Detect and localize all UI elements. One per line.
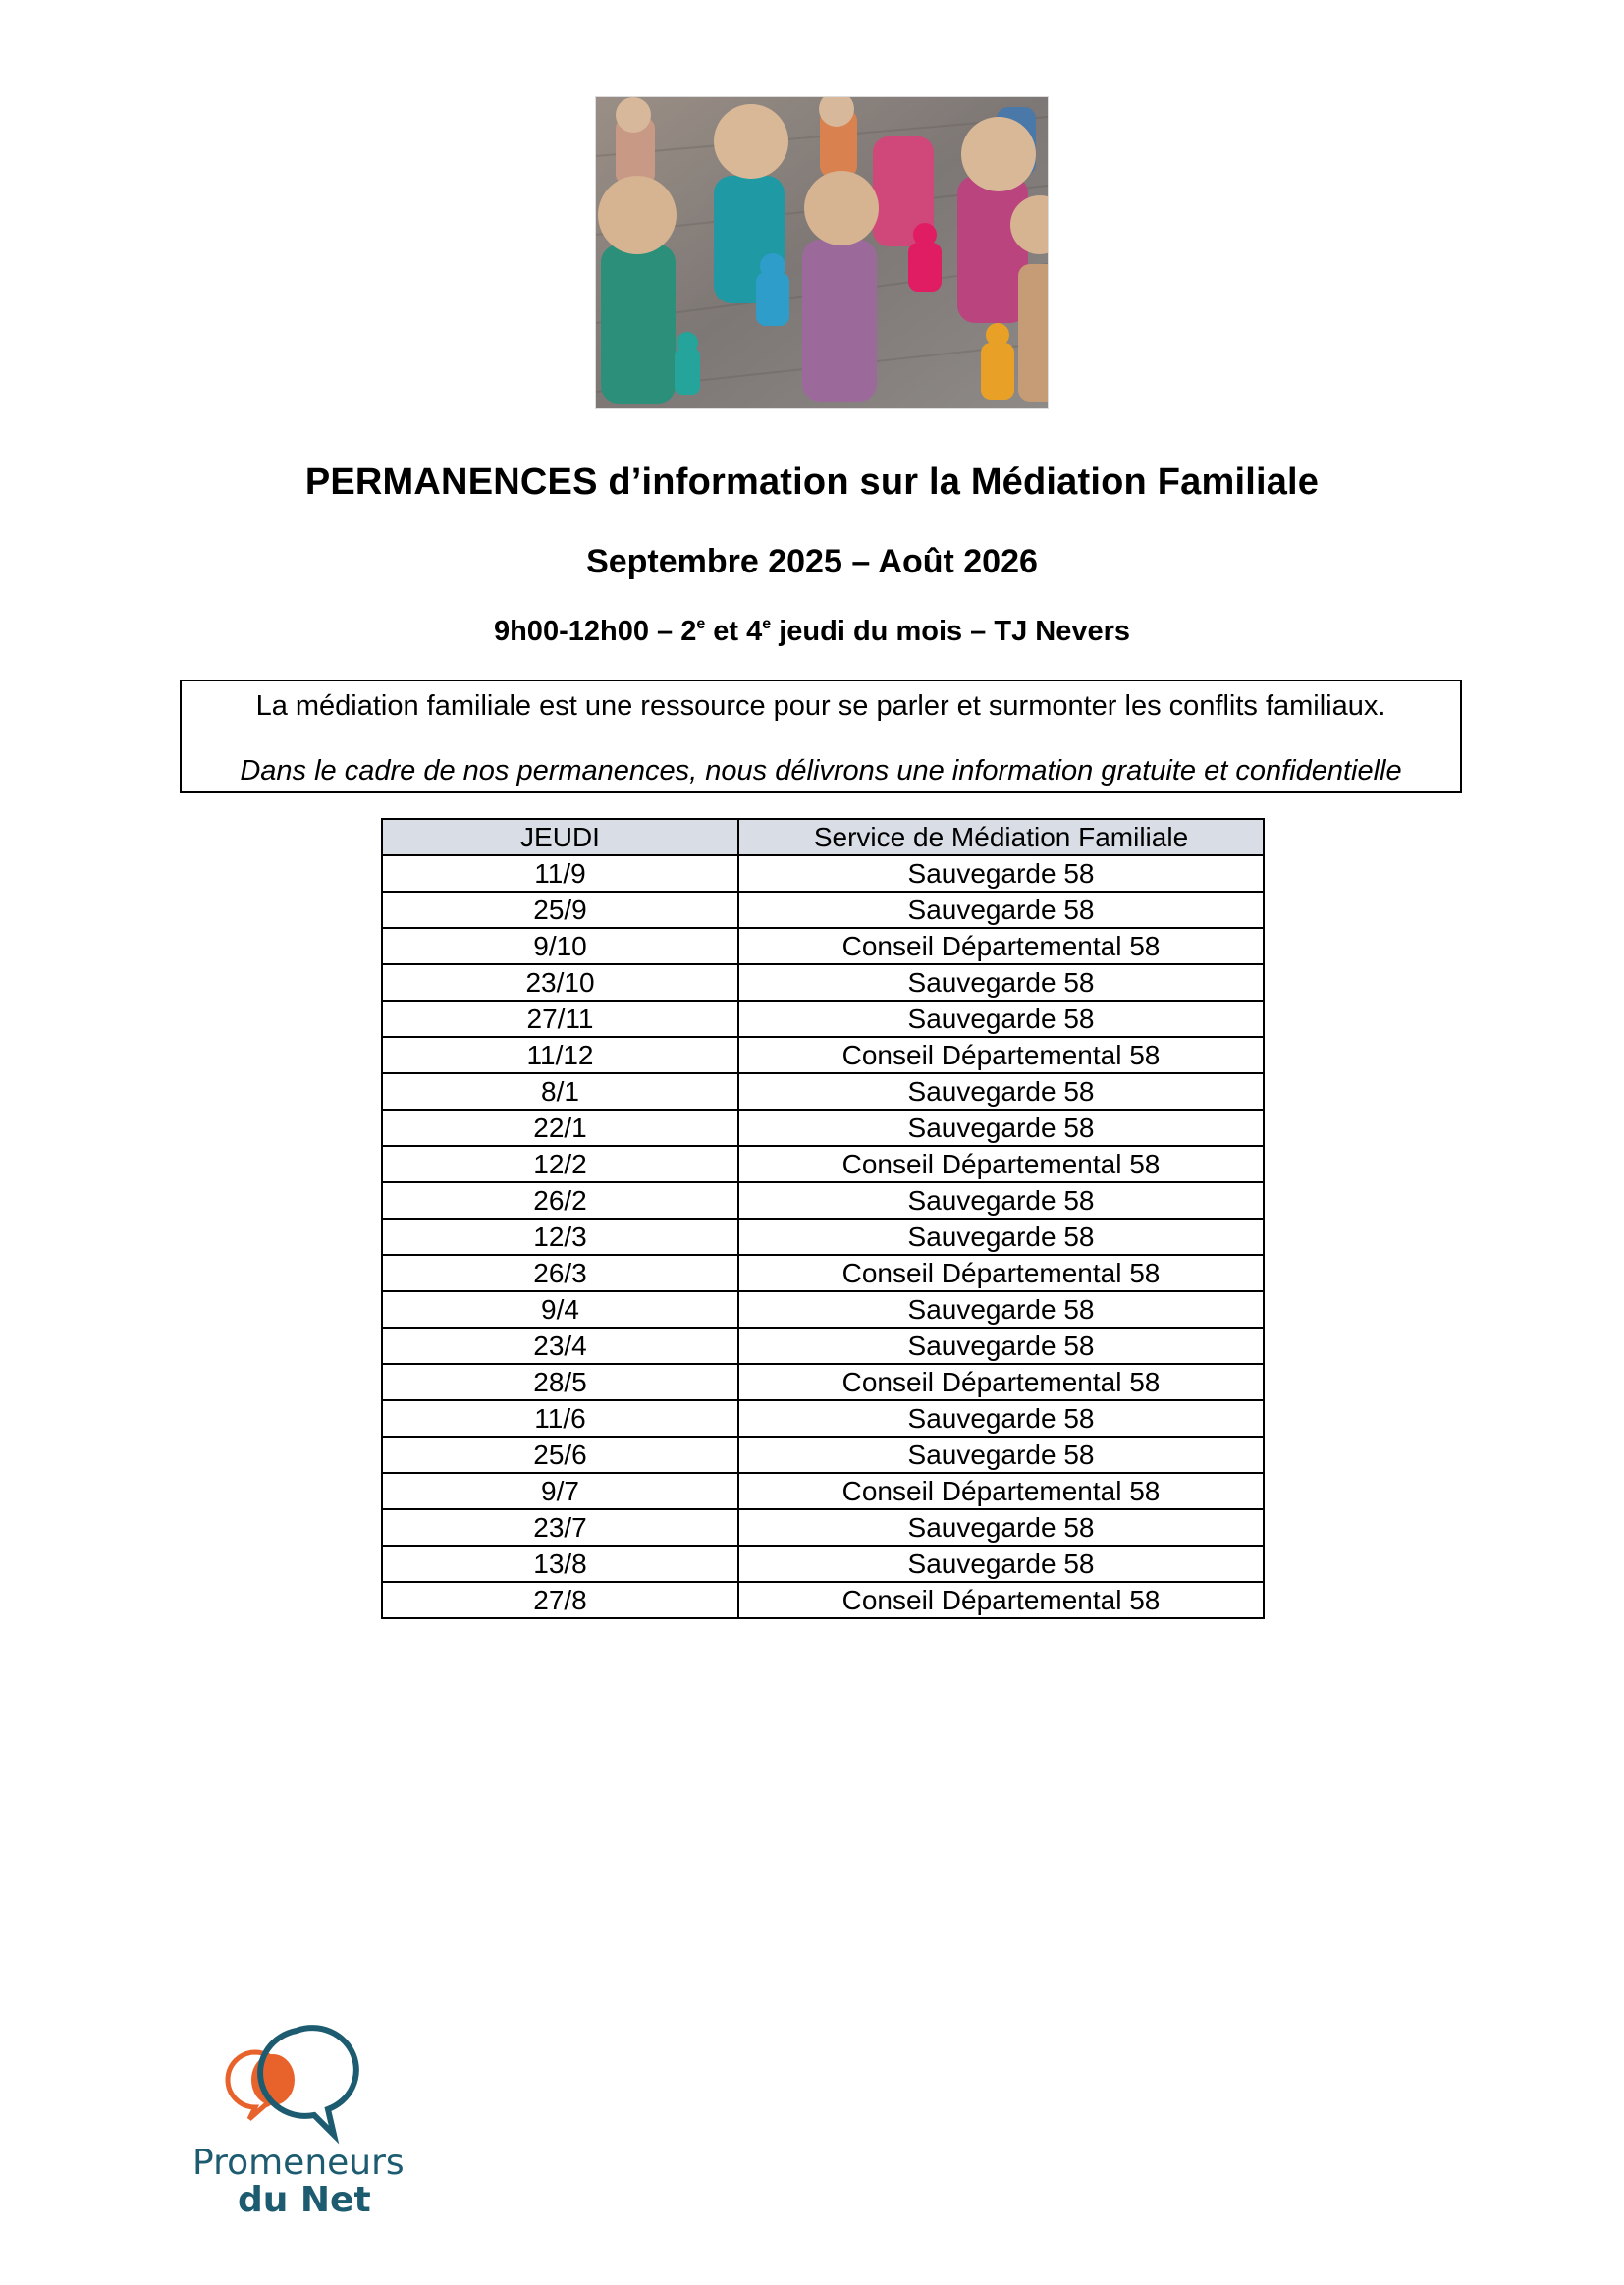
cell-service: Sauvegarde 58 [738, 1001, 1264, 1037]
table-row [382, 1437, 1264, 1473]
cell-service: Sauvegarde 58 [738, 1546, 1264, 1582]
table-row [382, 1219, 1264, 1255]
cell-date: 11/12 [382, 1037, 738, 1073]
cell-date: 9/10 [382, 928, 738, 964]
table-row [382, 1473, 1264, 1509]
cell-service: Conseil Départemental 58 [738, 1582, 1264, 1618]
cell-date: 23/4 [382, 1328, 738, 1364]
cell-service: Conseil Départemental 58 [738, 1037, 1264, 1073]
table-row [382, 1037, 1264, 1073]
cell-date: 13/8 [382, 1546, 738, 1582]
cell-date: 9/4 [382, 1291, 738, 1328]
table-row [382, 1582, 1264, 1618]
cell-service: Sauvegarde 58 [738, 855, 1264, 892]
info-box [180, 680, 1462, 793]
logo-text-du-net: du Net [238, 2180, 371, 2220]
cell-date: 25/9 [382, 892, 738, 928]
cell-service: Conseil Départemental 58 [738, 1364, 1264, 1400]
table-row [382, 928, 1264, 964]
cell-date: 28/5 [382, 1364, 738, 1400]
schedule-line: 9h00-12h00 – 2e et 4e jeudi du mois – TJ Nevers [493, 616, 1131, 647]
header-photo-wooden-figures [595, 96, 1049, 409]
table-row [382, 892, 1264, 928]
table-body [382, 855, 1264, 1618]
cell-service: Conseil Départemental 58 [738, 1146, 1264, 1182]
table-row [382, 1001, 1264, 1037]
table-row [382, 1328, 1264, 1364]
column-header-service: Service de Médiation Familiale [738, 819, 1264, 855]
cell-date: 23/7 [382, 1509, 738, 1546]
cell-service: Sauvegarde 58 [738, 892, 1264, 928]
cell-service: Sauvegarde 58 [738, 1219, 1264, 1255]
table-row [382, 855, 1264, 892]
cell-date: 12/3 [382, 1219, 738, 1255]
cell-date: 11/6 [382, 1400, 738, 1437]
cell-date: 22/1 [382, 1110, 738, 1146]
cell-date: 11/9 [382, 855, 738, 892]
cell-date: 12/2 [382, 1146, 738, 1182]
promeneurs-du-net-logo [187, 2025, 422, 2221]
table-header-row [382, 819, 1264, 855]
table-row [382, 1182, 1264, 1219]
cell-service: Sauvegarde 58 [738, 1291, 1264, 1328]
cell-date: 8/1 [382, 1073, 738, 1110]
permanences-table [381, 818, 1265, 1619]
cell-service: Conseil Départemental 58 [738, 1473, 1264, 1509]
table-row [382, 1509, 1264, 1546]
column-header-jeudi: JEUDI [382, 819, 738, 855]
info-line-2: Dans le cadre de nos permanences, nous délivrons une information gratuite et confidentielle [240, 755, 1402, 787]
table-row [382, 1546, 1264, 1582]
cell-service: Sauvegarde 58 [738, 1509, 1264, 1546]
table-row [382, 1255, 1264, 1291]
table-row [382, 964, 1264, 1001]
cell-service: Sauvegarde 58 [738, 1437, 1264, 1473]
cell-date: 26/2 [382, 1182, 738, 1219]
cell-service: Conseil Départemental 58 [738, 928, 1264, 964]
page-title: PERMANENCES d’information sur la Médiation Familiale [304, 462, 1320, 503]
period-subtitle: Septembre 2025 – Août 2026 [586, 543, 1038, 580]
speech-bubbles-icon [216, 2025, 363, 2148]
cell-date: 23/10 [382, 964, 738, 1001]
cell-date: 9/7 [382, 1473, 738, 1509]
cell-date: 27/11 [382, 1001, 738, 1037]
cell-date: 27/8 [382, 1582, 738, 1618]
table-row [382, 1291, 1264, 1328]
cell-service: Sauvegarde 58 [738, 1073, 1264, 1110]
table-row [382, 1364, 1264, 1400]
cell-service: Conseil Départemental 58 [738, 1255, 1264, 1291]
cell-service: Sauvegarde 58 [738, 964, 1264, 1001]
cell-service: Sauvegarde 58 [738, 1182, 1264, 1219]
cell-service: Sauvegarde 58 [738, 1400, 1264, 1437]
cell-date: 26/3 [382, 1255, 738, 1291]
table-row [382, 1073, 1264, 1110]
logo-text-promeneurs: Promeneurs [192, 2143, 405, 2183]
info-line-1: La médiation familiale est une ressource pour se parler et surmonter les conflits familiaux. [255, 690, 1386, 722]
table-row [382, 1400, 1264, 1437]
table-row [382, 1146, 1264, 1182]
table-row [382, 1110, 1264, 1146]
cell-service: Sauvegarde 58 [738, 1328, 1264, 1364]
cell-date: 25/6 [382, 1437, 738, 1473]
cell-service: Sauvegarde 58 [738, 1110, 1264, 1146]
